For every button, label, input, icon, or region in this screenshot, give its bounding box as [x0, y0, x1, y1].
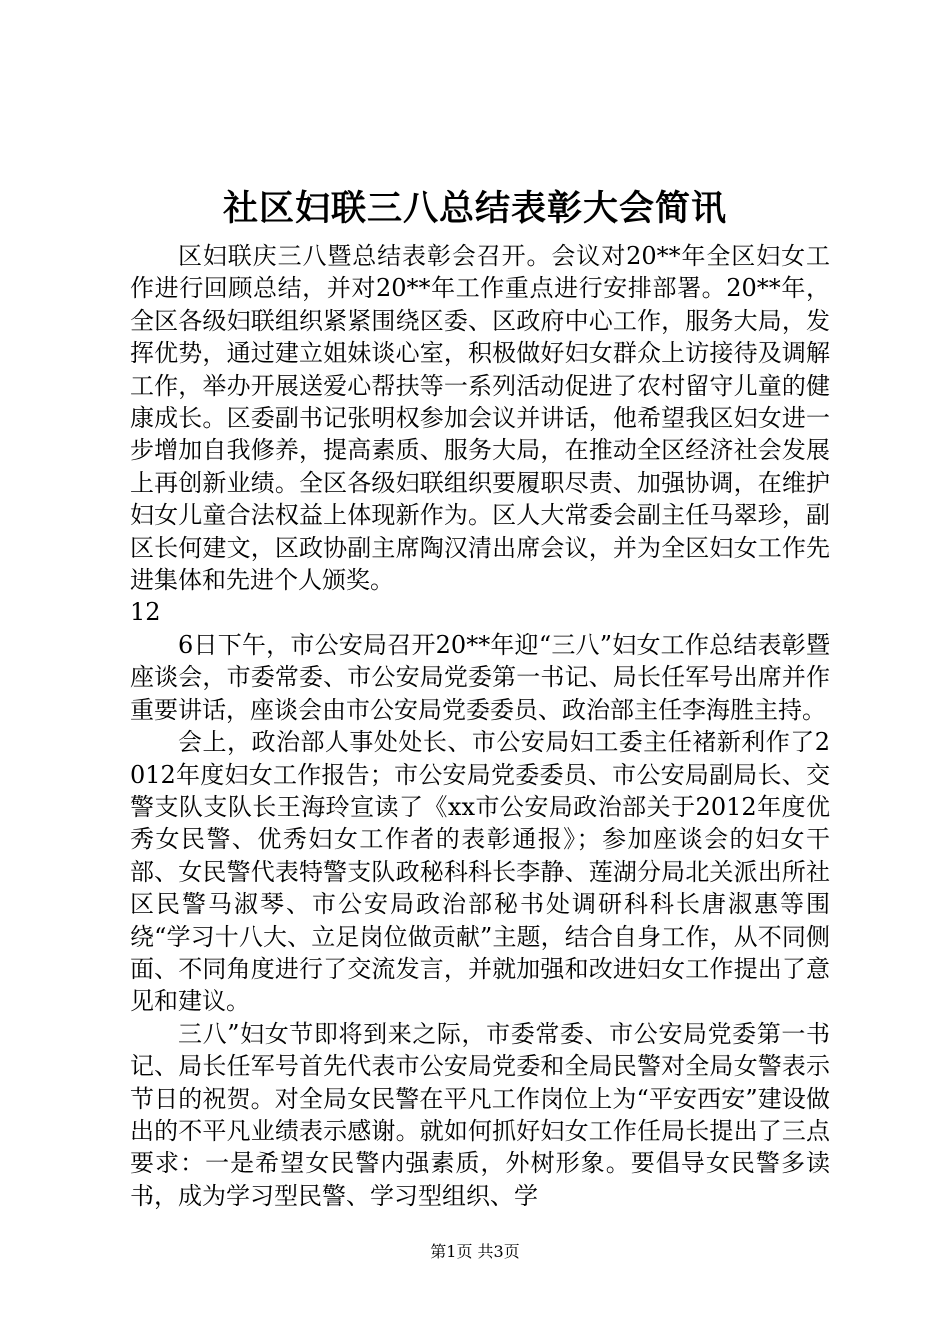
page-footer: 第1页 共3页 [430, 1242, 520, 1261]
paragraph-2: 6日下午，市公安局召开20**年迎“三八”妇女工作总结表彰暨座谈会，市委常委、市公安局党委第一书记、局长任军号出席并作重要讲话，座谈会由市公安局党委委员、政治部主任李海胜主持。 [130, 630, 830, 724]
paragraph-1: 区妇联庆三八暨总结表彰会召开。会议对20**年全区妇女工作进行回顾总结，并对20**年工作重点进行安排部署。20**年，全区各级妇联组织紧紧围绕区委、区政府中心工作，服务大局，发挥优势，通过建立姐妹谈心室，积极做好妇女群众上访接待及调解工作，举办开展送爱心帮扶等一系列活动促进了农村留守儿童的健康成长。区委副书记张明权参加会议并讲话，他希望我区妇女进一步增加自我修养，提高素质、服务大局，在推动全区经济社会发展上再创新业绩。全区各级妇联组织要履职尽责、加强协调，在维护妇女儿童合法权益上体现新作为。区人大常委会副主任马翠珍，副区长何建文，区政协副主席陶汉清出席会议，并为全区妇女工作先进集体和先进个人颁奖。 [130, 242, 830, 595]
document-title: 社区妇联三八总结表彰大会简讯 [222, 188, 727, 229]
paragraph-4: 三八”妇女节即将到来之际，市委常委、市公安局党委第一书记、局长任军号首先代表市公安局党委和全局民警对全局女警表示节日的祝贺。对全局女民警在平凡工作岗位上为“平安西安”建设做出的不平凡业绩表示感谢。就如何抓好妇女工作任局长提出了三点要求：一是希望女民警内强素质，外树形象。要倡导女民警多读书，成为学习型民警、学习型组织、学 [130, 1019, 830, 1210]
paragraph-3: 会上，政治部人事处处长、市公安局妇工委主任褚新利作了2012年度妇女工作报告；市公安局党委委员、市公安局副局长、交警支队支队长王海玲宣读了《xx市公安局政治部关于2012年度优秀女民警、优秀妇女工作者的表彰通报》；参加座谈会的妇女干部、女民警代表特警支队政秘科科长李静、莲湖分局北关派出所社区民警马淑琴、市公安局政治部秘书处调研科科长唐淑惠等围绕“学习十八大、立足岗位做贡献”主题，结合自身工作，从不同侧面、不同角度进行了交流发言，并就加强和改进妇女工作提出了意见和建议。 [130, 728, 830, 1016]
document-body [130, 240, 830, 1212]
paragraph-number: 12 [130, 598, 161, 627]
